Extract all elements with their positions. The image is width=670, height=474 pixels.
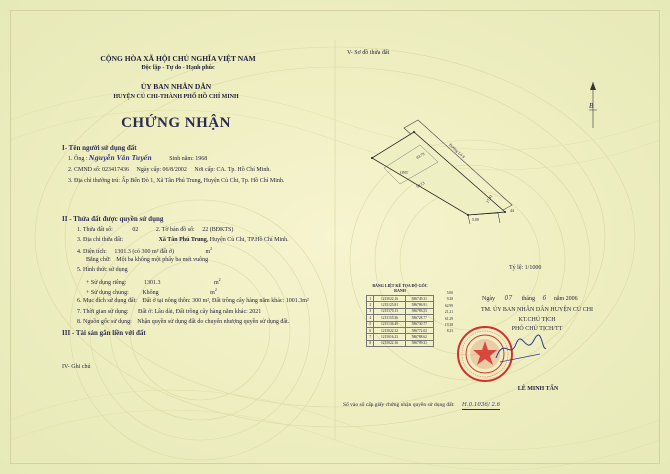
coordinate-x: 1215022.32 [374,327,405,333]
date-prefix: Ngày [482,296,495,302]
point-number: 2 [367,302,374,308]
issue-date-line [482,296,578,302]
parcel-number: 02 [132,227,139,233]
point-number: 4 [367,315,374,321]
republic-heading: CỘNG HÒA XÃ HỘI CHỦ NGHĨA VIỆT NAM [100,54,256,63]
area-words-label: Bằng chữ: [86,257,111,263]
coordinate-x: 1215016.23 [374,334,405,340]
motto: Độc lập - Tự do - Hạnh phúc [141,65,215,71]
private-use-value: 1301.3 [143,280,161,286]
signer-role-1: KT.CHỦ TỊCH [518,317,556,323]
coordinate-table-block [366,283,434,347]
section-5-heading: V- Sơ đồ thửa đất [347,50,390,56]
coordinate-x: 1215155.36 [374,315,405,321]
point-number: 5 [367,321,374,327]
month-label: tháng [521,296,535,302]
location-label: 3. Địa chỉ thửa đất: [77,237,124,243]
certificate-book-line [343,403,500,409]
coordinate-y: 586772.02 [405,327,433,333]
section-3-heading: III - Tài sản gắn liền với đất [62,329,146,337]
common-use-line: + Sử dụng chung: Không $m^2$ [86,287,217,296]
edge-distance: 9.28 [446,297,453,302]
map-number: 22 (BĐKTS) [202,227,234,233]
map-scale: Tỷ lệ: 1/1000 [509,265,542,271]
owner-name: Nguyễn Văn Tuyến [89,155,152,162]
road-label: Đường Lô 8 [448,142,467,160]
authority-subheading: HUYỆN CỦ CHI-THÀNH PHỐ HỒ CHÍ MINH [113,94,239,100]
edge-distance: 5.00 [446,291,453,295]
term-value: Đất ở: Lâu dài, Đất trồng cây hàng năm khác: 2021 [137,309,262,315]
location-rest: , Huyện Củ Chi, TP.Hồ Chí Minh. [206,237,289,243]
area-unit: m [205,249,211,255]
id-prefix: 2. CMND số: [68,167,101,173]
parcel-tag: ONT [400,170,409,175]
coordinate-table [366,295,434,347]
issue-place: CA. Tp. Hồ Chí Minh. [216,167,271,173]
usage-form-label: 5. Hình thức sử dụng [77,267,128,273]
purpose-label: 6. Mục đích sử dụng đất: [77,298,137,304]
coordinate-y: 586730.77 [405,321,433,327]
dim-north-edge: 83.78 [415,151,426,160]
issue-day: 07 [504,295,513,302]
coordinate-y: 586783.53 [405,308,433,314]
coordinate-table-title: BẢNG LIỆT KÊ TỌA ĐỘ GÓC RANH [372,283,428,293]
coordinate-x: 1215125.81 [374,302,405,308]
point-number: 1 [367,296,374,302]
issue-place-label: Nơi cấp: [194,167,216,173]
dim-west-edge: 50.23 [415,180,426,189]
point-number: 8 [367,340,374,346]
issue-date: 06/8/2002 [162,167,187,173]
parcel-label: 1. Thửa đất số: [77,227,113,233]
coordinate-y: 586786.91 [405,302,433,308]
point-number: 6 [367,327,374,333]
coordinate-x: 1215022.16 [374,340,405,346]
coordinate-row [367,340,434,346]
location-commune: Xã Tân Phú Trung [158,237,207,243]
common-use-value: Không [142,290,159,296]
signer-role-2: PHÓ CHỦ TỊCH/TT [511,326,563,332]
issue-month: 6 [542,295,547,302]
edge-distance: 61.29 [444,316,453,321]
issue-year: năm 2006 [553,296,578,302]
document-title: CHỨNG NHẬN [121,115,231,131]
purpose-value: Đất ở tại nông thôn: 300 m², Đất trồng cây hàng năm khác: 1001.3m² [142,298,309,304]
dim-east-edge: 17.41 [484,193,494,204]
term-label: 7. Thời gian sử dụng: [77,309,129,315]
signer-name: LÊ MINH TẤN [517,386,559,392]
coordinate-y: 586788.62 [405,334,433,340]
coordinate-y: 586749.31 [405,296,433,302]
distance-column [437,290,453,335]
address-prefix: 3. Địa chỉ thường trú: [68,178,120,184]
area-line: 4. Diện tích: 1301.3 (có 300 m² đất ở) $m^2$ [77,246,213,255]
owner-prefix: 1. Ông : [68,156,88,162]
coordinate-x: 1215022.16 [374,296,405,302]
coordinate-y: 586728.77 [405,315,433,321]
map-label: 2. Tờ bản đồ số: [155,227,195,233]
private-use-label: + Sử dụng riêng: [86,280,127,286]
private-use-unit: m [213,280,219,286]
authority-heading: ỦY BAN NHÂN DÂN [140,82,212,91]
area-value: 1301.3 (có 300 m² đất ở) [114,249,174,255]
origin-value: Nhận quyền sử dụng đất do chuyển nhượng quyền sử dụng đất. [137,319,290,325]
certificate-book-label: Số vào sổ cấp giấy chứng nhận quyền sử dụng đất: [343,402,455,408]
edge-distance: 62.99 [444,303,453,308]
area-label: 4. Diện tích: [77,249,107,255]
birth-year: 1968 [195,156,208,162]
common-use-label: + Sử dụng chung: [86,290,129,296]
north-arrow-label: B [589,102,594,110]
section-4-heading: IV- Ghi chú [62,364,91,370]
section-2-heading: II - Thửa đất được quyền sử dụng [62,215,164,223]
section-1-heading: I- Tên người sử dụng đất [62,144,137,152]
signing-organization: TM. ỦY BAN NHÂN DÂN HUYỆN CỦ CHI [480,307,594,313]
edge-distance: 8.23 [446,329,453,334]
handwritten-signature [490,330,550,370]
dim-south-edge: 5.00 [472,217,479,222]
edge-distance: 21.21 [444,310,453,315]
coordinate-y: 586799.31 [405,340,433,346]
issue-date-label: Ngày cấp: [136,167,162,173]
private-use-line: + Sử dụng riêng: 1301.3 $m^2$ [86,277,221,286]
origin-label: 8. Nguồn gốc sử dụng: [77,319,132,325]
coordinate-x: 1215136.49 [374,321,405,327]
point-number: 3 [367,308,374,314]
birth-label: Sinh năm: [169,156,194,162]
id-number: 023417436 [102,167,130,173]
edge-distance: 19.38 [444,322,453,327]
address: Ấp Bến Đò 1, Xã Tân Phú Trung, Huyện Củ Chi, Tp. Hồ Chí Minh. [121,178,285,184]
area-words: Một ba không một phẩy ba mét vuông [116,257,209,263]
common-use-unit: m [210,290,215,296]
certificate-book-number: H.0.1036/ 2.6 [462,402,501,408]
dim-road: 44 [510,208,514,213]
point-number: 7 [367,334,374,340]
coordinate-x: 1215170.13 [374,308,405,314]
